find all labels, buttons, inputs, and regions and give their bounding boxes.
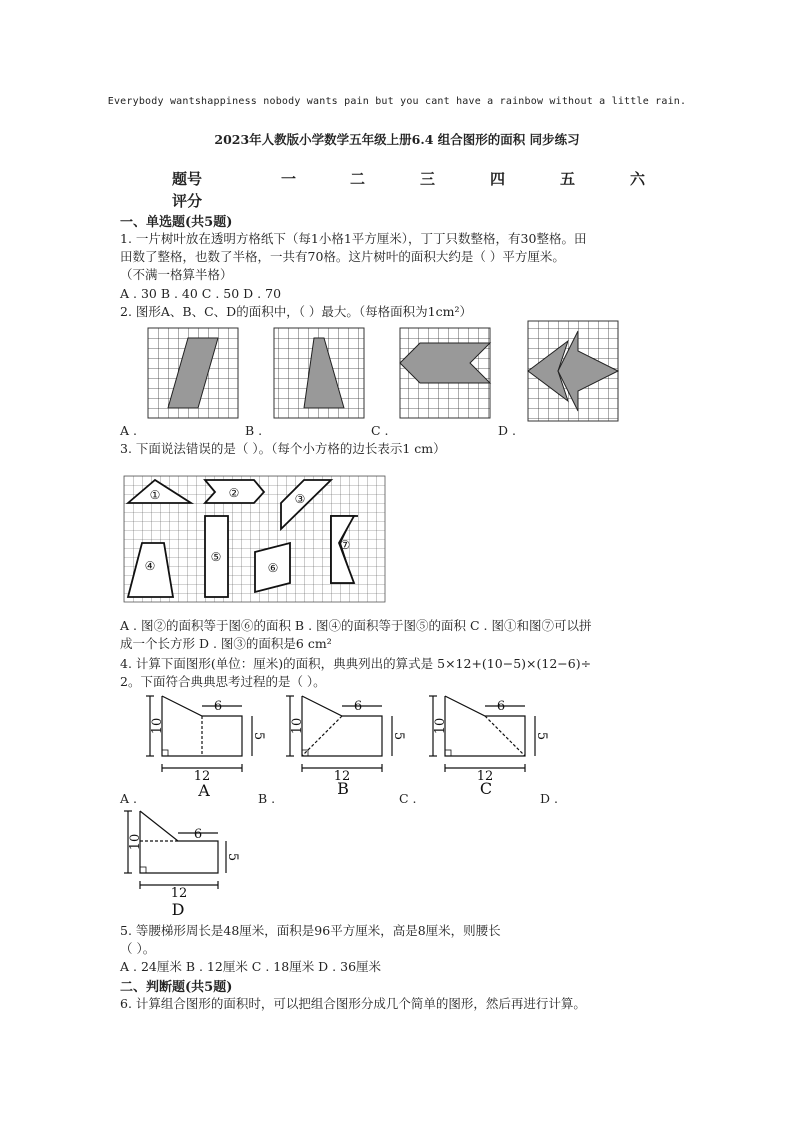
score-col-2: 二	[350, 170, 366, 188]
q4-line2: 2。下面符合典典思考过程的是（ ）。	[120, 674, 326, 689]
score-col-6: 六	[630, 170, 646, 188]
q4-figure-d	[118, 805, 248, 919]
q2-question: 2. 图形A、B、C、D的面积中，（ ）最大。（每格面积为1cm²）	[120, 304, 472, 319]
score-col-3: 三	[420, 170, 436, 188]
q3-shape-6-label: ⑥	[267, 561, 279, 575]
q5-options: A . 24厘米 B . 12厘米 C . 18厘米 D . 36厘米	[120, 959, 382, 974]
q2-option-b-label: B .	[245, 423, 263, 438]
q4b-dim-5: 5	[391, 731, 406, 741]
q4b-dim-6: 6	[353, 699, 363, 714]
q4d-dim-5: 5	[225, 852, 240, 862]
q3-shape-1-label: ①	[149, 488, 161, 502]
q4b-dim-12: 12	[333, 769, 351, 784]
q1-options: A . 30 B . 40 C . 50 D . 70	[120, 286, 282, 301]
q1-line3: （不满一格算半格）	[120, 267, 233, 282]
q2-figure-a	[148, 328, 238, 418]
motto-text: Everybody wantshappiness nobody wants pain but you cant have a rainbow without a little rain.	[107, 96, 687, 107]
q4c-dim-12: 12	[476, 769, 494, 784]
score-col-1: 一	[281, 170, 297, 188]
q2-option-a-label: A .	[120, 423, 137, 438]
q4-option-c-label: C .	[399, 791, 417, 806]
score-col-5: 五	[560, 170, 576, 188]
q2-option-d-label: D .	[498, 423, 516, 438]
q3-shape-7-label: ⑦	[339, 538, 351, 552]
q4a-dim-5: 5	[251, 731, 266, 741]
q4b-dim-10: 10	[290, 717, 305, 735]
q3-shape-2-label: ②	[228, 486, 240, 500]
q4-caption-d: D	[171, 900, 185, 919]
q2-figure-b	[274, 328, 364, 418]
q3-grid-figure	[124, 476, 386, 610]
q3-options-line2: 成一个长方形 D . 图③的面积是6 cm²	[120, 636, 332, 651]
q3-question: 3. 下面说法错误的是（ ）。（每个小方格的边长表示1 cm）	[120, 441, 446, 456]
q4a-dim-12: 12	[193, 769, 211, 784]
q3-shape-5-label: ⑤	[210, 550, 222, 564]
q2-grid-figures	[118, 318, 638, 438]
page-title: 2023年人教版小学数学五年级上册6.4 组合图形的面积 同步练习	[214, 132, 580, 147]
q2-figure-c	[400, 328, 490, 418]
q3-options-line1: A . 图②的面积等于图⑥的面积 B . 图④的面积等于图⑤的面积 C . 图①和图⑦可以拼	[120, 618, 592, 633]
q5-line2: （ ）。	[120, 941, 156, 956]
score-col-4: 四	[490, 170, 506, 188]
q4-option-a-label: A .	[120, 791, 137, 806]
q4-option-b-label: B .	[258, 791, 276, 806]
q6-question: 6. 计算组合图形的面积时，可以把组合图形分成几个简单的图形，然后再进行计算。	[120, 996, 586, 1011]
score-row-label-number: 题号	[172, 170, 203, 188]
q3-shape-3-label: ③	[294, 492, 306, 506]
q5-line1: 5. 等腰梯形周长是48厘米，面积是96平方厘米，高是8厘米，则腰长	[120, 923, 501, 938]
q4a-dim-10: 10	[150, 717, 165, 735]
q4-figures-abc	[140, 688, 549, 800]
q4c-dim-5: 5	[534, 731, 549, 741]
q4c-dim-6: 6	[496, 699, 506, 714]
section-heading-true-false: 二、判断题(共5题)	[120, 980, 233, 995]
q4-option-d-label: D .	[540, 791, 558, 806]
q4d-dim-6: 6	[193, 827, 203, 842]
q4-line1: 4. 计算下面图形(单位：厘米)的面积，典典列出的算式是 5×12+(10−5)×(12−6)÷	[120, 656, 592, 671]
q2-option-c-label: C .	[371, 423, 389, 438]
q2-figure-d	[528, 321, 618, 421]
score-row-label-score: 评分	[172, 192, 203, 210]
q3-shape-4-label: ④	[144, 559, 156, 573]
q4-caption-c: C	[479, 779, 493, 798]
q4a-dim-6: 6	[213, 699, 223, 714]
q4d-dim-10: 10	[128, 833, 143, 851]
q1-line2: 田数了整格，也数了半格，一共有70格。这片树叶的面积大约是（ ）平方厘米。	[120, 249, 565, 264]
q4c-dim-10: 10	[433, 717, 448, 735]
q1-line1: 1. 一片树叶放在透明方格纸下（每1小格1平方厘米），丁丁只数整格，有30整格。田	[120, 231, 587, 246]
q4-caption-a: A	[198, 781, 210, 800]
q4-caption-b: B	[337, 779, 349, 798]
q4d-dim-12: 12	[170, 886, 188, 901]
section-heading-single-choice: 一、单选题(共5题)	[120, 215, 233, 230]
